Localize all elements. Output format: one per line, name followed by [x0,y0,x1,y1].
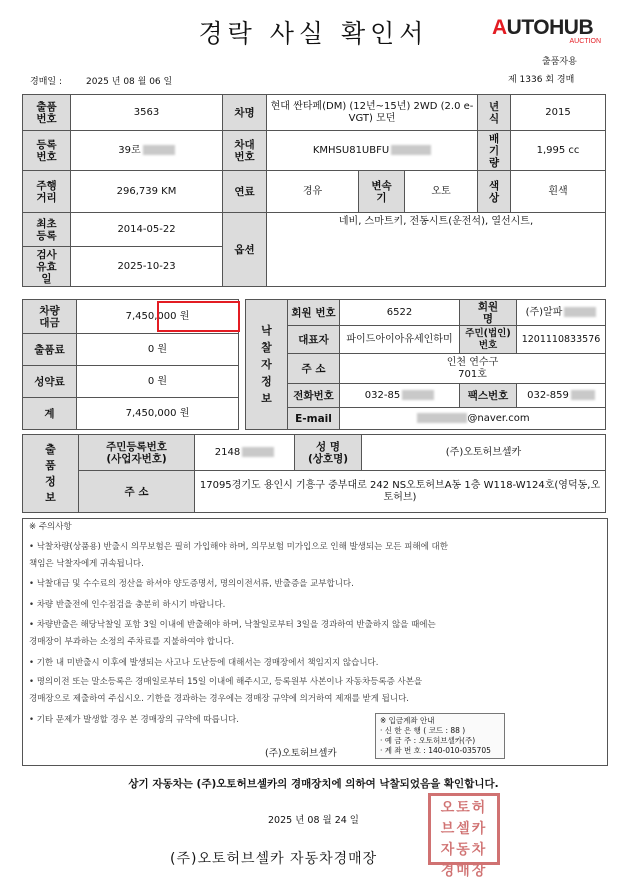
model-year: 2015 [511,95,606,131]
fax: 032-859 [527,389,569,401]
copy-type: 출품자용 [542,57,577,67]
total-label: 계 [23,398,77,430]
transmission-label: 변속 기 [359,171,405,213]
seller-addr-label: 주 소 [79,471,195,513]
phone-label: 전화번호 [288,384,340,408]
entry-fee: 0 원 [77,334,239,366]
inspection-date: 2025-10-23 [71,247,223,287]
notice-heading: ※ 주의사항 [29,522,72,532]
transmission: 오토 [405,171,478,213]
sale-date-label: 경매일 : [30,77,62,87]
bank-line: · 계 좌 번 호 : 140-010-035705 [380,746,491,755]
document-title: 경락 사실 확인서 [198,19,429,48]
amount-label: 차량 대금 [23,300,77,334]
year-label: 년 식 [478,95,511,131]
buyer-table [245,299,606,430]
rep-label: 대표자 [288,326,340,354]
member-no-label: 회원 번호 [288,300,340,326]
corp-no-label: 주민(법인) 번호 [460,326,517,354]
buyer-address: 인천 연수구 701호 [340,354,606,384]
notice-box [22,518,608,766]
inspection-label: 검사 유효 일 [23,247,71,287]
bank-line: · 신 한 은 행 ( 코드 : 88 ) [380,726,466,735]
representative: 파이드아이아유세인하미 [340,326,460,354]
masked-value [564,307,596,317]
notice-line: • 차량 반출전에 인수점검을 충분히 하시기 바랍니다. [29,600,226,610]
bank-line: · 예 금 주 : 오토허브셀카(주) [380,736,476,745]
masked-value [402,390,434,400]
notice-line: • 기한 내 미반출시 이후에 발생되는 사고나 도난등에 대해서는 경매장에서 책임지지 않습니다. [29,658,379,668]
auction-round: 제 1336 회 경매 [508,75,575,85]
mileage: 296,739 KM [71,171,223,213]
member-name-cell [517,300,606,326]
sale-date: 2025 년 08 월 06 일 [86,77,173,87]
seller-id: 2148 [214,446,241,458]
highlight-box [157,301,240,332]
fax-cell [517,384,606,408]
entry-no: 3563 [71,95,223,131]
color-label: 색 상 [478,171,511,213]
phone-cell [340,384,460,408]
mileage-label: 주행 거리 [23,171,71,213]
total-amount: 7,450,000 원 [77,398,239,430]
masked-value [391,145,431,155]
fax-label: 팩스번호 [460,384,517,408]
reg-no-label: 등록 번호 [23,131,71,171]
phone: 032-85 [364,389,401,401]
seller-address: 17095경기도 용인시 기흥구 중부대로 242 NS오토허브A동 1층 W118-W124호(영덕동,오토허브) [195,471,606,513]
first-reg-date: 2014-05-22 [71,213,223,247]
masked-value [242,447,274,457]
member-name: (주)알파 [525,306,563,318]
model-label: 차명 [223,95,267,131]
buyer-addr-label: 주 소 [288,354,340,384]
seller-section-label: 출 품 정 보 [23,435,79,513]
masked-value [571,390,595,400]
reg-no-cell [71,131,223,171]
color: 흰색 [511,171,606,213]
notice-line: • 낙찰차량(상품용) 반출시 의무보험은 필히 가입해야 하며, 의무보험 미가입으로 인해 발생되는 모든 피해에 대한 [29,542,448,552]
notice-line: • 낙찰대금 및 수수료의 정산을 하셔야 양도증명서, 명의이전서류, 반출증을 교부합니다. [29,579,354,589]
notice-line: • 차량반출은 해당낙찰일 포함 3일 이내에 반출해야 하며, 낙찰일로부터 3일을 경과하여 반출하지 않을 때에는 [29,620,436,630]
company-seal-stamp: 오토허브셀카자동차경매장 [428,793,500,865]
member-no: 6522 [340,300,460,326]
issue-date: 2025 년 08 월 24 일 [268,815,359,826]
footer-company: (주)오토허브셀카 자동차경매장 [170,851,378,867]
vin: KMHSU81UBFU [312,144,390,156]
masked-value [417,413,467,423]
seller-name-label: 성 명 (상호명) [295,435,362,471]
fuel: 경유 [267,171,359,213]
seller-table [22,434,606,513]
success-fee: 0 원 [77,366,239,398]
member-name-label: 회원 명 [460,300,517,326]
seller-id-cell [195,435,295,471]
vin-cell [267,131,478,171]
entry-no-label: 출품 번호 [23,95,71,131]
email: @naver.com [467,412,530,424]
notice-line: • 명의이전 또는 말소등록은 경매일로부터 15일 이내에 해주시고, 등록원부 사본이나 자동차등록증 사본을 [29,677,423,687]
confirmation-statement: 상기 자동차는 (주)오토허브셀카의 경매장치에 의하여 낙찰되었음을 확인합니다. [128,778,499,790]
corp-no: 1201110833576 [517,326,606,354]
vehicle-amount: 7,450,000 원 [77,300,239,334]
vin-label: 차대 번호 [223,131,267,171]
email-label: E-mail [288,408,340,430]
bank-heading: ※ 입금계좌 안내 [380,716,435,725]
notice-line: 경매장이 부과하는 소정의 주차료를 지불하여야 합니다. [29,637,235,647]
notice-line: 경매장으로 제출하여 주십시오. 기한을 경과하는 경우에는 경매장 규약에 의거하여 제재를 받게 됩니다. [29,694,409,704]
entry-fee-label: 출품료 [23,334,77,366]
notice-line: • 기타 문제가 발생할 경우 본 경매장의 규약에 따릅니다. [29,715,239,725]
seller-id-label: 주민등록번호 (사업자번호) [79,435,195,471]
bank-account-box [375,713,505,759]
buyer-section-label: 낙 찰 자 정 보 [246,300,288,430]
fuel-label: 연료 [223,171,267,213]
email-cell [340,408,606,430]
seller-name: (주)오토허브셀카 [362,435,606,471]
reg-no: 39로 [118,144,141,156]
engine-cc: 1,995 cc [511,131,606,171]
model-name: 현대 싼타페(DM) (12년~15년) 2WD (2.0 e- VGT) 모던 [267,95,478,131]
autohub-logo: AUTOHUB AUCTION [492,16,601,45]
options: 네비, 스마트키, 전동시트(운전석), 열선시트, [267,213,606,287]
notice-line: 책임은 낙찰자에게 귀속됩니다. [29,559,144,569]
vehicle-info-table [22,94,606,287]
options-label: 옵션 [223,213,267,287]
masked-value [143,145,175,155]
first-reg-label: 최초 등록 [23,213,71,247]
success-fee-label: 성약료 [23,366,77,398]
cc-label: 배 기 량 [478,131,511,171]
notice-company: (주)오토허브셀카 [265,748,337,759]
